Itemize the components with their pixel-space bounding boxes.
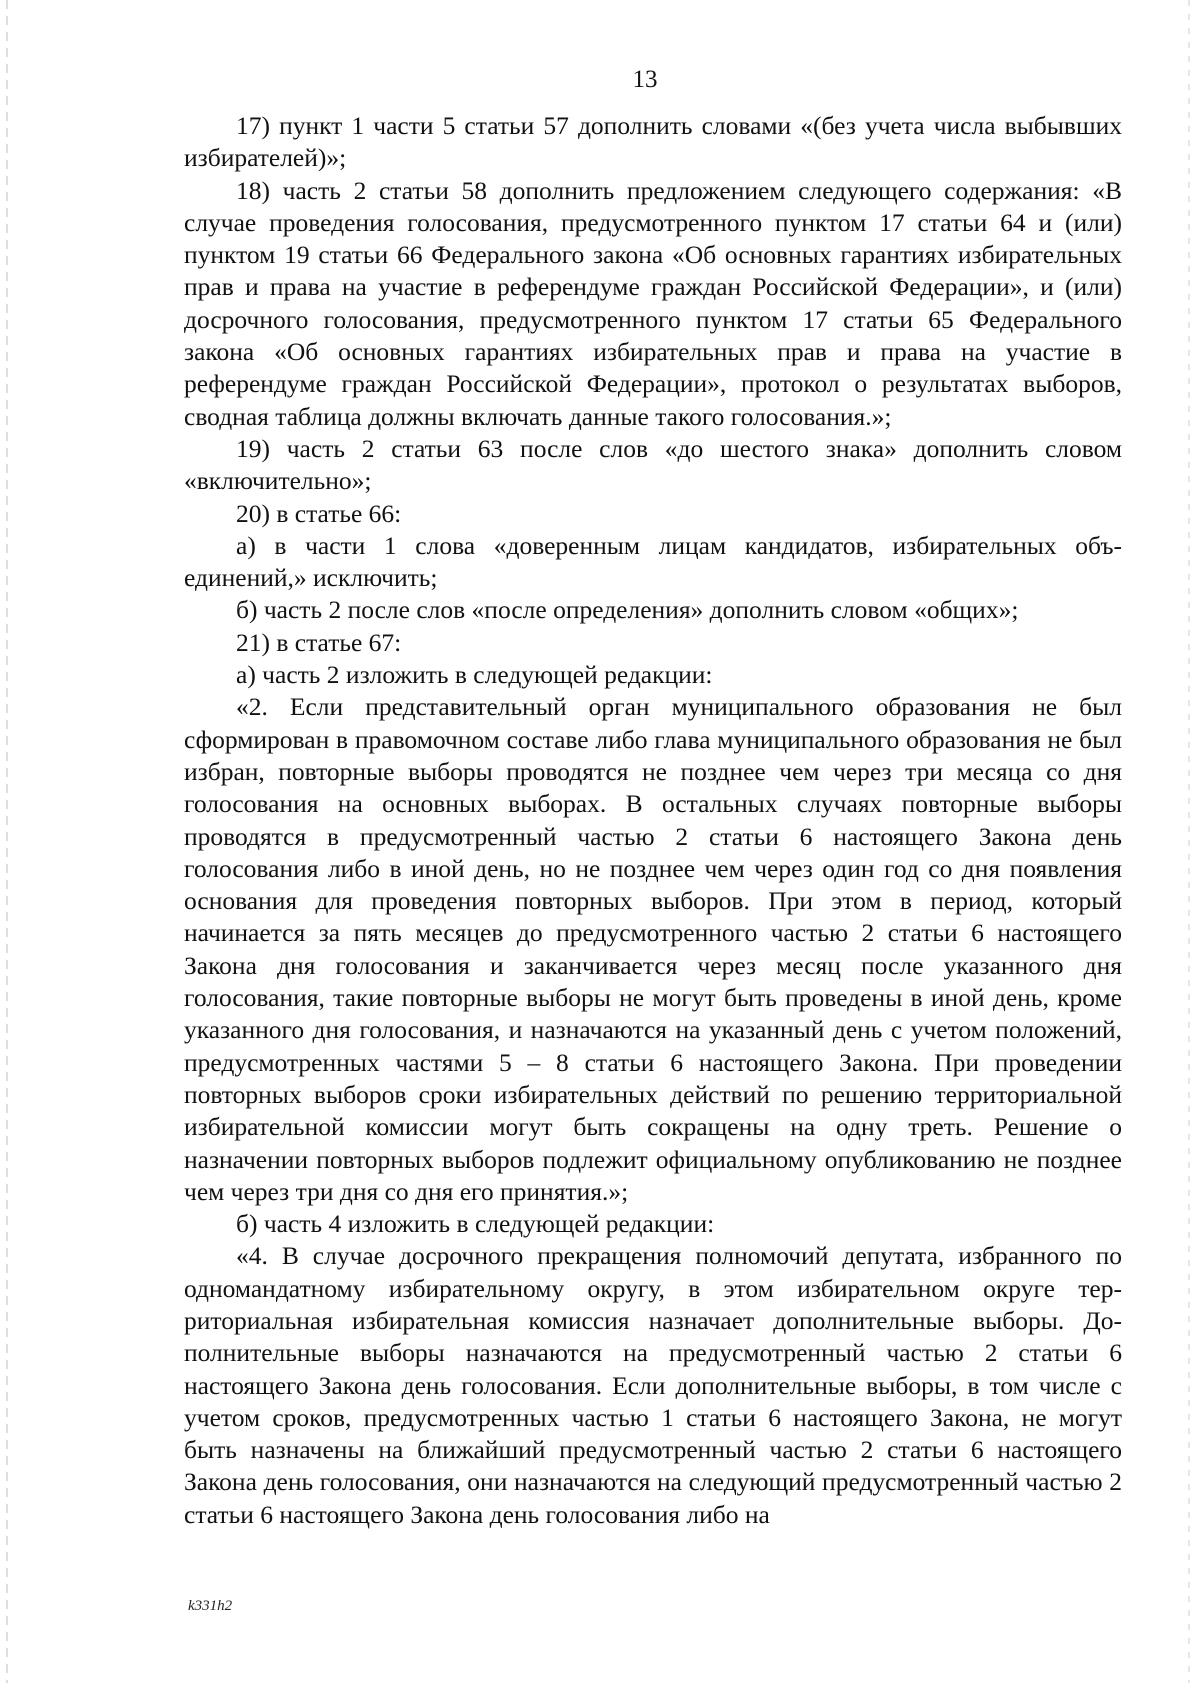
paragraph-item-17: 17) пункт 1 части 5 статьи 57 дополнить словами «(без учета числа выбывших избирателей)»; — [184, 111, 1122, 173]
paragraph-article-67-part-4: «4. В случае досрочного прекращения полномочий депутата, избранного по одномандатному избирательному округу, в этом избирательном округе территориальная избирательная комиссия назначает дополнительные выборы. Дополнительные выборы назначаются на предусмотренный частью 2 статьи 6 настоящего Закона день голосования. Если дополнительные выборы, в том числе с учетом сроков, предусмотренных частью 1 статьи 6 настоящего Закона, не могут быть назначены на ближайший предусмотренный частью 2 статьи 6 настоящего Закона день голосования, они назначаются на следующий предусмотренный частью 2 статьи 6 настоящего Закона день голосования либо на — [184, 1241, 1122, 1529]
paragraph-item-21: 21) в статье 67: — [236, 627, 402, 657]
paragraph-item-20: 20) в статье 66: — [236, 498, 402, 528]
paragraph-item-18: 18) часть 2 статьи 58 дополнить предложением следующего содержания: «В случае проведения голосования, предусмотренного пунктом 17 статьи 64 и (или) пунктом 19 статьи 66 Федерального закона «Об основных гарантиях избирательных прав и права на участие в референдуме граждан Российской Федерации», и (или) досрочного голосования, предусмотренного пунктом 17 статьи 65 Федерального закона «Об основных гарантиях избирательных прав и права на участие в референдуме граждан Российской Федерации», протокол о результатах выборов, сводная таблица должны включать данные такого голосования.»; — [184, 175, 1122, 431]
paragraph-item-20b: б) часть 2 после слов «после определения» дополнить словом «общих»; — [236, 595, 1019, 625]
document-body — [184, 110, 1122, 1531]
scan-edge-right — [1188, 0, 1190, 1683]
paragraph-item-19: 19) часть 2 статьи 63 после слов «до шестого знака» дополнить словом «включительно»; — [184, 433, 1122, 496]
footer-document-code: k331h2 — [188, 1598, 233, 1614]
paragraph-item-20a: а) в части 1 слова «доверенным лицам кандидатов, избирательных объединений,» исключить; — [184, 530, 1122, 593]
page-number: 13 — [632, 66, 658, 93]
paragraph-item-21a: а) часть 2 изложить в следующей редакции: — [236, 660, 713, 690]
paragraph-item-21b: б) часть 4 изложить в следующей редакции: — [236, 1209, 715, 1239]
scan-edge-left — [6, 0, 8, 1683]
paragraph-article-67-part-2: «2. Если представительный орган муниципального образования не был сформирован в правомочном составе либо глава муниципального образования не был избран, повторные выборы проводятся не позднее чем через три месяца со дня голосования на основных выборах. В остальных случаях повторные выборы проводятся в предусмотренный частью 2 статьи 6 настоящего Закона день голосования либо в иной день, но не позднее чем через один год со дня появления основания для проведения повторных выборов. При этом в период, который начинается за пять месяцев до предусмотренного частью 2 статьи 6 настоящего Закона дня голосования и заканчивается через месяц после указанного дня голосования, такие повторные выборы не могут быть проведены в иной день, кроме указанного дня голосования, и назначаются на указанный день с учетом положений, предусмотренных частями 5 – 8 статьи 6 настоящего Закона. При проведении повторных выборов сроки избирательных действий по решению территориальной избирательной комиссии могут быть сокращены на одну треть. Решение о назначении повторных выборов подлежит официальному опубликованию не позднее чем через три дня со дня его принятия.»; — [184, 692, 1122, 1206]
